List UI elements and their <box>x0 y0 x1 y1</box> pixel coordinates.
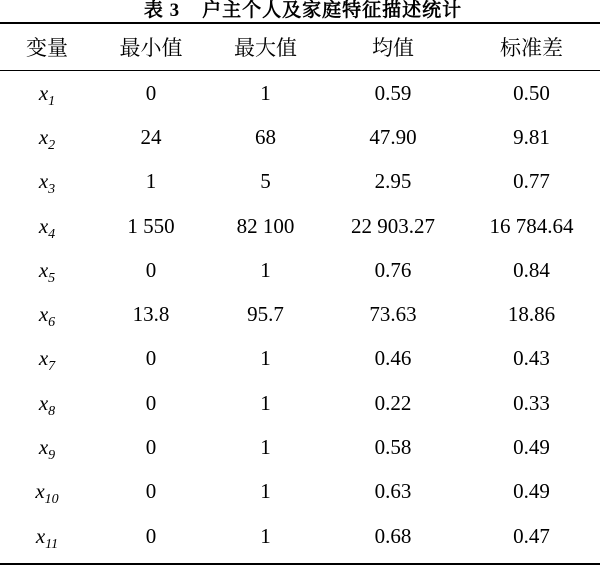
variable-letter: x <box>38 435 49 460</box>
variable-subscript: 9 <box>48 448 56 464</box>
std-cell: 16 784.64 <box>489 213 574 238</box>
variable-symbol <box>38 435 56 464</box>
min-cell: 13.8 <box>132 302 170 327</box>
table-row <box>0 514 600 558</box>
min-cell: 0 <box>145 257 157 282</box>
max-cell: 1 <box>260 346 271 371</box>
min-cell: 0 <box>145 435 157 460</box>
variable-subscript: 8 <box>48 403 56 419</box>
variable-letter: x <box>38 169 49 194</box>
variable-symbol <box>38 257 56 286</box>
variable-letter: x <box>38 257 49 282</box>
variable-cell <box>0 337 94 381</box>
mean-cell: 0.22 <box>374 390 412 415</box>
std-cell: 0.50 <box>513 80 550 105</box>
variable-subscript: 5 <box>48 270 56 286</box>
variable-letter: x <box>38 124 49 149</box>
variable-cell <box>0 115 94 159</box>
variable-subscript: 6 <box>48 315 56 331</box>
variable-letter: x <box>35 479 45 504</box>
std-cell: 0.47 <box>513 523 550 548</box>
table-row <box>0 381 600 425</box>
variable-subscript: 3 <box>48 182 56 198</box>
table-number: 表 3 <box>143 0 181 21</box>
variable-symbol <box>35 523 59 552</box>
variable-letter: x <box>38 302 49 327</box>
table-row <box>0 470 600 514</box>
min-cell: 0 <box>145 346 157 371</box>
variable-cell <box>0 70 94 115</box>
header-variable: 变量 <box>26 36 68 60</box>
max-cell: 1 <box>260 257 271 282</box>
variable-symbol <box>38 124 56 153</box>
table-row <box>0 292 600 336</box>
variable-cell <box>0 381 94 425</box>
header-max: 最大值 <box>234 36 297 60</box>
variable-subscript: 7 <box>48 359 56 375</box>
min-cell: 0 <box>145 523 157 548</box>
bottom-rule <box>0 563 600 565</box>
variable-letter: x <box>38 346 49 371</box>
table-row <box>0 160 600 204</box>
std-cell: 0.43 <box>513 346 550 371</box>
variable-subscript: 4 <box>48 226 56 242</box>
header-std: 标准差 <box>500 36 563 60</box>
std-cell: 0.33 <box>513 390 550 415</box>
mean-cell: 47.90 <box>369 124 417 149</box>
min-cell: 0 <box>145 80 157 105</box>
table-caption <box>0 0 600 24</box>
std-cell: 18.86 <box>507 302 556 327</box>
header-min: 最小值 <box>119 36 183 60</box>
max-cell: 68 <box>255 124 276 149</box>
variable-subscript: 10 <box>44 492 59 508</box>
variable-cell <box>0 160 94 204</box>
variable-cell <box>0 292 94 336</box>
max-cell: 82 100 <box>236 213 295 238</box>
variable-letter: x <box>38 213 49 238</box>
table-title: 户主个人及家庭特征描述统计 <box>202 0 463 21</box>
variable-symbol <box>38 169 56 198</box>
variable-symbol <box>38 302 56 331</box>
mean-cell: 0.58 <box>374 435 412 460</box>
variable-symbol <box>38 390 56 419</box>
mean-cell: 2.95 <box>374 169 412 194</box>
variable-symbol <box>38 80 56 109</box>
mean-cell: 73.63 <box>369 302 417 327</box>
std-cell: 9.81 <box>513 124 550 149</box>
variable-subscript: 1 <box>48 93 56 109</box>
table-row <box>0 425 600 469</box>
mean-cell: 0.76 <box>374 257 412 282</box>
table-row <box>0 70 600 115</box>
mean-cell: 0.68 <box>374 523 412 548</box>
mean-cell: 0.46 <box>374 346 412 371</box>
variable-symbol <box>38 213 56 242</box>
std-cell: 0.49 <box>513 435 550 460</box>
min-cell: 1 550 <box>127 213 175 238</box>
min-cell: 0 <box>145 390 157 415</box>
max-cell: 1 <box>260 390 271 415</box>
variable-letter: x <box>35 523 46 548</box>
header-mean: 均值 <box>372 36 414 60</box>
variable-cell <box>0 204 94 248</box>
variable-letter: x <box>38 390 49 415</box>
variable-letter: x <box>38 80 49 105</box>
table-row <box>0 337 600 381</box>
max-cell: 1 <box>260 479 271 504</box>
min-cell: 24 <box>140 124 162 149</box>
max-cell: 1 <box>260 523 271 548</box>
table-row <box>0 204 600 248</box>
max-cell: 5 <box>260 169 271 194</box>
max-cell: 1 <box>260 435 271 460</box>
std-cell: 0.84 <box>513 257 550 282</box>
table-row <box>0 248 600 292</box>
max-cell: 1 <box>260 80 271 105</box>
mean-cell: 22 903.27 <box>351 213 435 238</box>
min-cell: 1 <box>145 169 157 194</box>
mean-cell: 0.59 <box>374 80 412 105</box>
variable-symbol <box>35 479 59 508</box>
variable-cell <box>0 470 94 514</box>
variable-subscript: 11 <box>45 536 59 552</box>
variable-cell <box>0 248 94 292</box>
std-cell: 0.77 <box>513 169 550 194</box>
variable-cell <box>0 425 94 469</box>
table-body <box>0 70 600 558</box>
statistics-table <box>0 24 600 558</box>
min-cell: 0 <box>145 479 157 504</box>
max-cell: 95.7 <box>247 302 284 327</box>
variable-symbol <box>38 346 56 375</box>
variable-subscript: 2 <box>48 137 56 153</box>
header-row <box>0 24 600 70</box>
std-cell: 0.49 <box>513 479 550 504</box>
mean-cell: 0.63 <box>374 479 412 504</box>
variable-cell <box>0 514 94 558</box>
table-row <box>0 115 600 159</box>
